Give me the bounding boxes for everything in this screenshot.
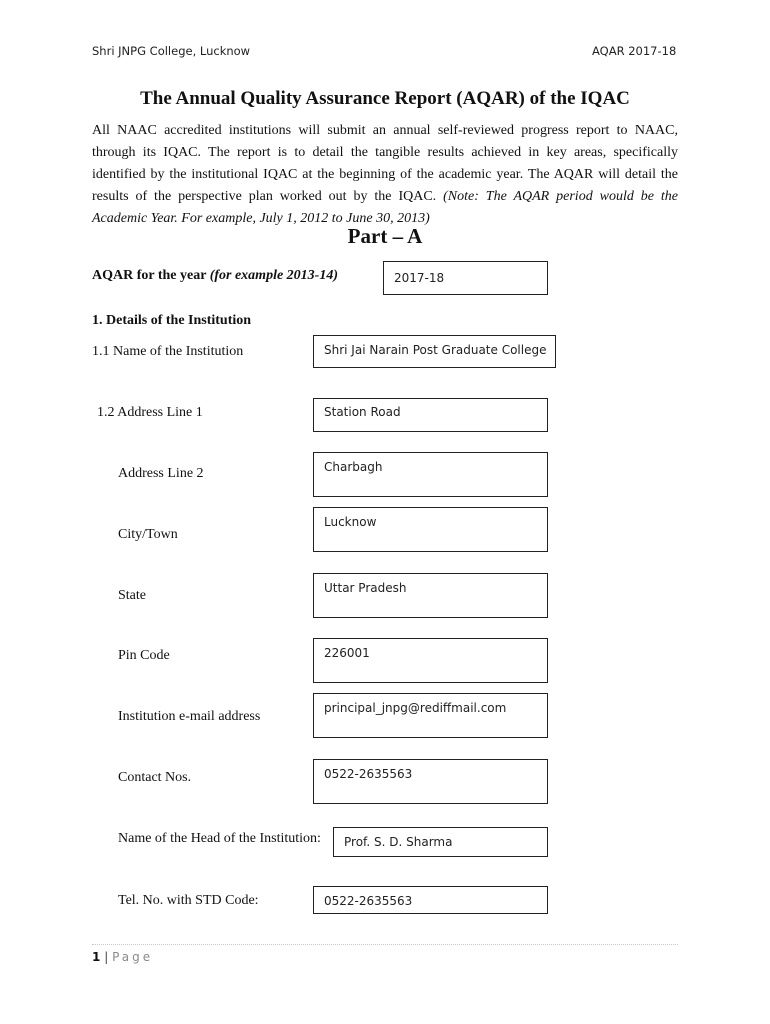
address-line2-label: Address Line 2 bbox=[118, 466, 204, 481]
email-field[interactable]: principal_jnpg@rediffmail.com bbox=[313, 693, 548, 738]
section-1-heading: 1. Details of the Institution bbox=[92, 313, 252, 328]
city-label: City/Town bbox=[118, 527, 178, 542]
intro-note: (Note: The AQAR period would be the Academic Year. For example, July 1, 2012 to June 30, 2013) bbox=[92, 189, 678, 226]
pin-code-field[interactable]: 226001 bbox=[313, 638, 548, 683]
state-field[interactable]: Uttar Pradesh bbox=[313, 573, 548, 618]
address-line1-label: 1.2 Address Line 1 bbox=[97, 405, 203, 420]
aqar-year-example: (for example 2013-14) bbox=[209, 268, 338, 283]
address-line1-field[interactable]: Station Road bbox=[313, 398, 548, 432]
intro-paragraph bbox=[92, 120, 678, 230]
contact-label: Contact Nos. bbox=[118, 770, 192, 785]
pin-code-label: Pin Code bbox=[118, 648, 170, 663]
page-footer bbox=[92, 950, 153, 964]
head-name-label: Name of the Head of the Institution: bbox=[118, 831, 321, 846]
header-report-year: AQAR 2017-18 bbox=[592, 44, 677, 58]
page-number: 1 bbox=[92, 950, 101, 964]
contact-field[interactable]: 0522-2635563 bbox=[313, 759, 548, 804]
city-field[interactable]: Lucknow bbox=[313, 507, 548, 552]
header-college-name: Shri JNPG College, Lucknow bbox=[92, 44, 251, 58]
document-title: The Annual Quality Assurance Report (AQAR) of the IQAC bbox=[140, 88, 630, 109]
aqar-year-label-text: AQAR for the year bbox=[92, 268, 207, 283]
footer-separator: | bbox=[104, 950, 109, 964]
state-label: State bbox=[118, 588, 146, 603]
email-label: Institution e-mail address bbox=[118, 709, 261, 724]
institution-name-label: 1.1 Name of the Institution bbox=[92, 344, 244, 359]
aqar-year-label bbox=[92, 268, 338, 284]
footer-divider bbox=[92, 944, 678, 945]
tel-label: Tel. No. with STD Code: bbox=[118, 893, 259, 908]
head-name-field[interactable]: Prof. S. D. Sharma bbox=[333, 827, 548, 857]
aqar-year-field[interactable]: 2017-18 bbox=[383, 261, 548, 295]
page-word: Page bbox=[112, 950, 154, 964]
part-heading: Part – A bbox=[347, 224, 423, 248]
intro-body: All NAAC accredited institutions will submit an annual self-reviewed progress report to NAAC, through its IQAC. The report is to detail the tangible results achieved in key areas, specifically identified by the institutional IQAC at the beginning of the academic year. The AQAR will detail the results of the perspective plan worked out by the IQAC. bbox=[92, 123, 678, 204]
institution-name-field[interactable]: Shri Jai Narain Post Graduate College bbox=[313, 335, 556, 368]
address-line2-field[interactable]: Charbagh bbox=[313, 452, 548, 497]
tel-field[interactable]: 0522-2635563 bbox=[313, 886, 548, 914]
